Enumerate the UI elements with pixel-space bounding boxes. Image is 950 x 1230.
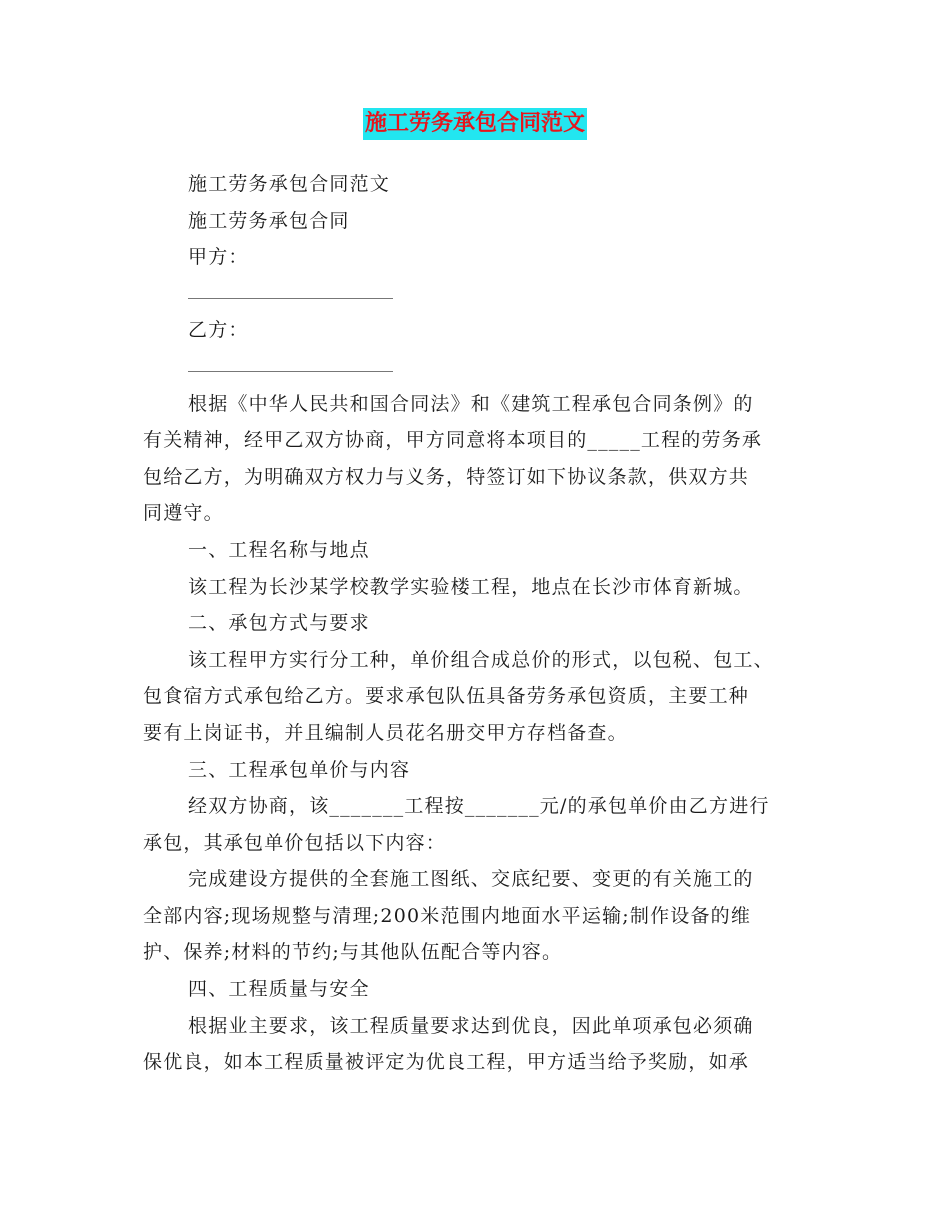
signature-blank-line [188, 349, 393, 386]
title-row [0, 108, 950, 140]
paragraph-line: 完成建设方提供的全套施工图纸、交底纪要、变更的有关施工的 [188, 868, 754, 891]
document-body [143, 166, 811, 1081]
signature-blank-line [188, 276, 393, 313]
paragraph-line: 全部内容;现场规整与清理;200米范围内地面水平运输;制作设备的维 [143, 904, 752, 927]
paragraph-line: 包食宿方式承包给乙方。要求承包队伍具备劳务承包资质，主要工种 [143, 685, 750, 708]
paragraph-line: 施工劳务承包合同范文 [188, 173, 391, 195]
paragraph-line: 根据业主要求，该工程质量要求达到优良，因此单项承包必须确 [188, 1014, 754, 1037]
paragraph-line: 施工劳务承包合同 [188, 209, 350, 232]
paragraph-line: 根据《中华人民共和国合同法》和《建筑工程承包合同条例》的 [188, 392, 754, 415]
paragraph-line: 该工程甲方实行分工种，单价组合成总价的形式，以包税、包工、 [188, 648, 774, 671]
paragraph-line: 要有上岗证书，并且编制人员花名册交甲方存档备查。 [143, 721, 628, 744]
paragraph-line: 该工程为长沙某学校教学实验楼工程，地点在长沙市体育新城。 [188, 575, 754, 598]
paragraph-line: 护、保养;材料的节约;与其他队伍配合等内容。 [143, 941, 563, 964]
paragraph-line: 包给乙方，为明确双方权力与义务，特签订如下协议条款，供双方共 [143, 465, 750, 488]
paragraph-line: 一、工程名称与地点 [188, 538, 370, 561]
paragraph-line: 三、工程承包单价与内容 [188, 758, 411, 781]
document-title: 施工劳务承包合同范文 [363, 108, 587, 140]
paragraph-line: 四、工程质量与安全 [188, 978, 370, 1001]
paragraph-line: 承包，其承包单价包括以下内容： [143, 831, 447, 854]
paragraph-line: 保优良，如本工程质量被评定为优良工程，甲方适当给予奖励，如承 [143, 1051, 750, 1074]
paragraph-line: 二、承包方式与要求 [188, 612, 370, 635]
paragraph-line: 同遵守。 [143, 502, 224, 525]
paragraph-line: 有关精神，经甲乙双方协商，甲方同意将本项目的_____工程的劳务承 [143, 429, 763, 452]
paragraph-line: 甲方： [188, 246, 249, 269]
paragraph-line: 乙方： [188, 319, 249, 342]
paragraph-line: 经双方协商，该_______工程按_______元/的承包单价由乙方进行 [188, 795, 770, 818]
